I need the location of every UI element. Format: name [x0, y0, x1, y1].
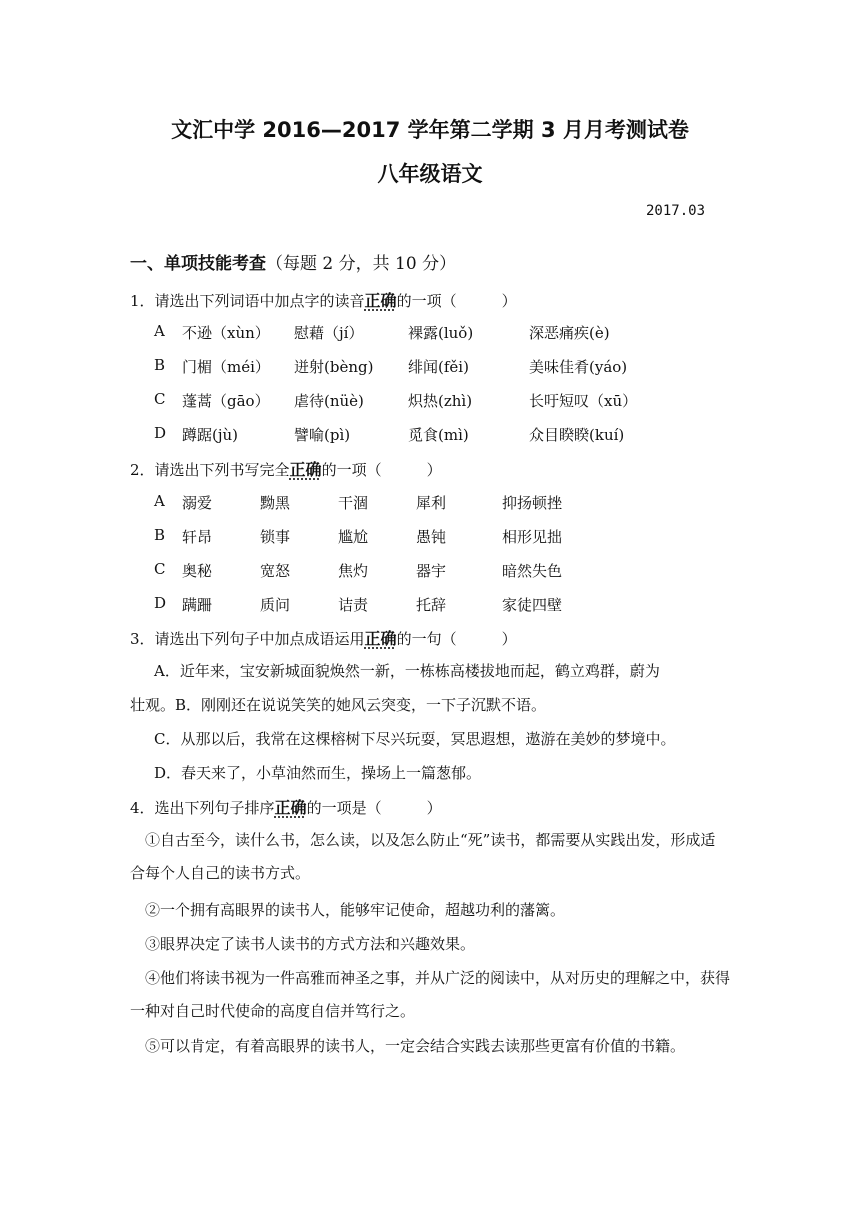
- question-4-key: 正确: [274, 798, 307, 817]
- option-item: 美味佳肴(yáo): [529, 358, 628, 376]
- option-item: 锁事: [260, 528, 291, 546]
- question-3-line: C．从那以后，我常在这棵榕树下尽兴玩耍，冥思遐想，遨游在美妙的梦境中。: [154, 730, 676, 748]
- option-item: 深恶痛疾(è): [529, 324, 610, 342]
- option-item: 觅食(mì): [408, 426, 469, 444]
- option-item: 焦灼: [338, 562, 369, 580]
- option-item: 迸射(bèng): [294, 358, 374, 376]
- option-item: 黝黑: [260, 494, 291, 512]
- question-4-tail: 的一项是（ ）: [306, 799, 442, 817]
- question-3-line: 壮观。B．刚刚还在说说笑笑的她风云突变，一下子沉默不语。: [130, 696, 547, 714]
- option-item: 愚钝: [416, 528, 447, 546]
- option-letter: D: [154, 424, 167, 442]
- option-letter: C: [154, 390, 166, 408]
- option-item: 诘责: [338, 596, 369, 614]
- option-item: 轩昂: [182, 528, 213, 546]
- option-item: 质问: [260, 596, 291, 614]
- option-item: 譬喻(pì): [294, 426, 351, 444]
- option-item: 干涸: [338, 494, 369, 512]
- question-4-sentence: ④他们将读书视为一件高雅而神圣之事，并从广泛的阅读中，从对历史的理解之中，获得一种对自己时代使命的高度自信并笃行之。: [130, 969, 731, 1020]
- question-4: [130, 795, 442, 818]
- question-2: [130, 457, 442, 480]
- option-item: 长吁短叹（xū）: [529, 392, 638, 410]
- option-item: 蹒跚: [182, 596, 213, 614]
- question-1-key: 正确: [364, 291, 397, 310]
- question-4-text: 4．选出下列句子排序: [130, 799, 275, 817]
- option-letter: D: [154, 594, 167, 612]
- question-4-sentence: ②一个拥有高眼界的读书人，能够牢记使命，超越功利的藩篱。: [145, 901, 566, 919]
- question-3-line: A．近年来，宝安新城面貌焕然一新，一栋栋高楼拔地而起，鹤立鸡群，蔚为: [154, 662, 660, 680]
- section-heading: [130, 249, 456, 274]
- option-letter: C: [154, 560, 166, 578]
- option-item: 家徒四壁: [502, 596, 563, 614]
- option-letter: B: [154, 356, 166, 374]
- option-letter: B: [154, 526, 166, 544]
- option-item: 虐待(nüè): [294, 392, 364, 410]
- exam-title: 文汇中学 2016—2017 学年第二学期 3 月月考测试卷: [171, 118, 689, 142]
- question-1-text: 1．请选出下列词语中加点字的读音: [130, 292, 365, 310]
- option-item: 宽怒: [260, 562, 291, 580]
- option-item: 门楣（méi）: [182, 358, 270, 376]
- question-4-sentence: ③眼界决定了读书人读书的方式方法和兴趣效果。: [145, 935, 476, 953]
- question-2-tail: 的一项（ ）: [321, 461, 442, 479]
- option-item: 暗然失色: [502, 562, 563, 580]
- option-letter: A: [154, 492, 165, 510]
- question-2-text: 2．请选出下列书写完全: [130, 461, 290, 479]
- question-1-tail: 的一项（ ）: [396, 292, 517, 310]
- option-item: 尴尬: [338, 528, 369, 546]
- option-item: 犀利: [416, 494, 447, 512]
- option-item: 绯闻(fěi): [408, 358, 469, 376]
- question-3-text: 3．请选出下列句子中加点成语运用: [130, 630, 365, 648]
- question-1: [130, 288, 517, 311]
- question-2-key: 正确: [289, 460, 322, 479]
- option-item: 不逊（xùn）: [182, 324, 270, 342]
- option-item: 奥秘: [182, 562, 213, 580]
- question-3: [130, 626, 517, 649]
- question-3-key: 正确: [364, 629, 397, 648]
- question-4-sentence: ①自古至今，读什么书，怎么读，以及怎么防止“死”读书，都需要从实践出发，形成适合每个人自己的读书方式。: [130, 831, 716, 882]
- option-item: 抑扬顿挫: [502, 494, 563, 512]
- option-item: 裸露(luǒ): [408, 324, 474, 342]
- question-4-sentence: ⑤可以肯定，有着高眼界的读书人，一定会结合实践去读那些更富有价值的书籍。: [145, 1037, 686, 1055]
- option-item: 蓬蒿（gāo）: [182, 392, 270, 410]
- option-item: 炽热(zhì): [408, 392, 473, 410]
- option-item: 器宇: [416, 562, 447, 580]
- question-3-line: D．春天来了，小草油然而生，操场上一篇葱郁。: [154, 764, 482, 782]
- exam-subtitle: 八年级语文: [377, 162, 483, 186]
- section-title: 一、单项技能考查: [130, 254, 266, 274]
- option-item: 相形见拙: [502, 528, 563, 546]
- option-item: 蹲踞(jù): [182, 426, 239, 444]
- option-letter: A: [154, 322, 165, 340]
- option-item: 溺爱: [182, 494, 213, 512]
- option-item: 托辞: [416, 596, 447, 614]
- question-3-tail: 的一句（ ）: [396, 630, 517, 648]
- option-item: 慰藉（jí）: [294, 324, 364, 342]
- exam-date: 2017.03: [646, 203, 706, 219]
- option-item: 众目睽睽(kuí): [529, 426, 625, 444]
- section-note: （每题 2 分，共 10 分）: [266, 254, 457, 274]
